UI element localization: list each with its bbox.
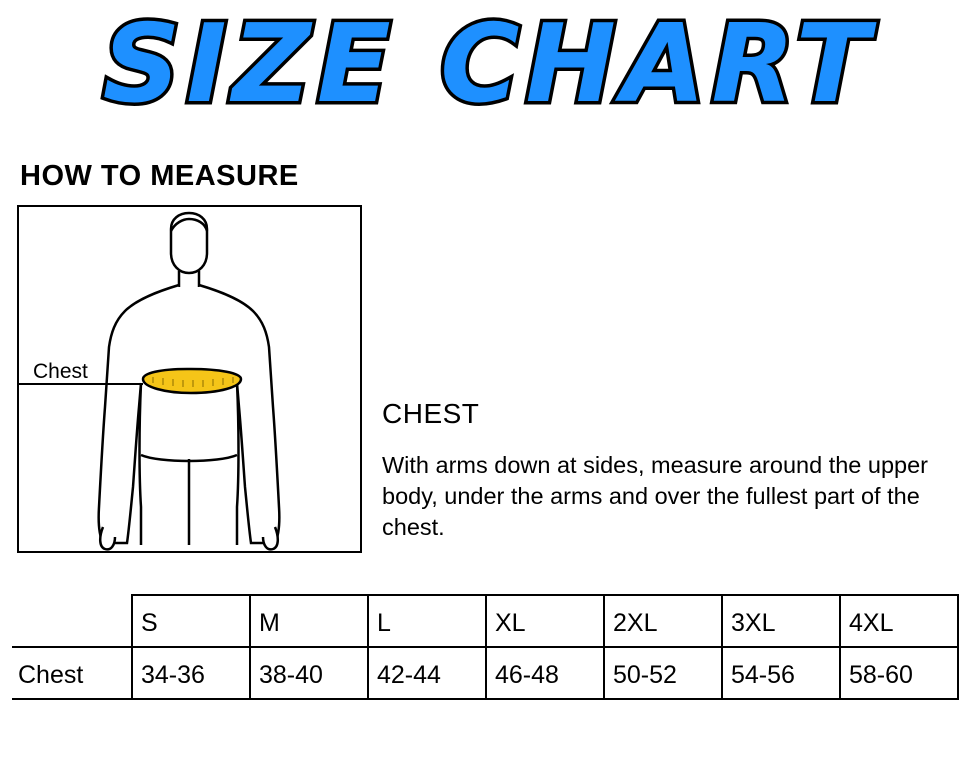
table-cell-chest-4xl: 58-60: [840, 647, 958, 699]
chest-measure-label: Chest: [33, 360, 88, 383]
table-col-header-2xl: 2XL: [604, 595, 722, 647]
page-title-banner: [0, 0, 978, 148]
table-row: [12, 647, 958, 699]
size-chart-table: [12, 594, 959, 700]
table-cell-chest-s: 34-36: [132, 647, 250, 699]
table-cell-chest-2xl: 50-52: [604, 647, 722, 699]
table-col-header-xl: XL: [486, 595, 604, 647]
table-col-header-4xl: 4XL: [840, 595, 958, 647]
table-row-header-chest: Chest: [12, 647, 132, 699]
how-to-measure-heading: HOW TO MEASURE: [20, 160, 299, 192]
table-header-row: [12, 595, 958, 647]
table-col-header-3xl: 3XL: [722, 595, 840, 647]
page-title: SIZE CHART: [102, 2, 876, 127]
table-cell-chest-m: 38-40: [250, 647, 368, 699]
table-col-header-s: S: [132, 595, 250, 647]
table-cell-chest-xl: 46-48: [486, 647, 604, 699]
description-title: CHEST: [382, 398, 480, 429]
description-body: With arms down at sides, measure around the upper body, under the arms and over the fullest part of the chest.: [382, 452, 928, 540]
table-corner-cell: [12, 595, 132, 647]
table-cell-chest-3xl: 54-56: [722, 647, 840, 699]
table-cell-chest-l: 42-44: [368, 647, 486, 699]
table-col-header-m: M: [250, 595, 368, 647]
table-col-header-l: L: [368, 595, 486, 647]
